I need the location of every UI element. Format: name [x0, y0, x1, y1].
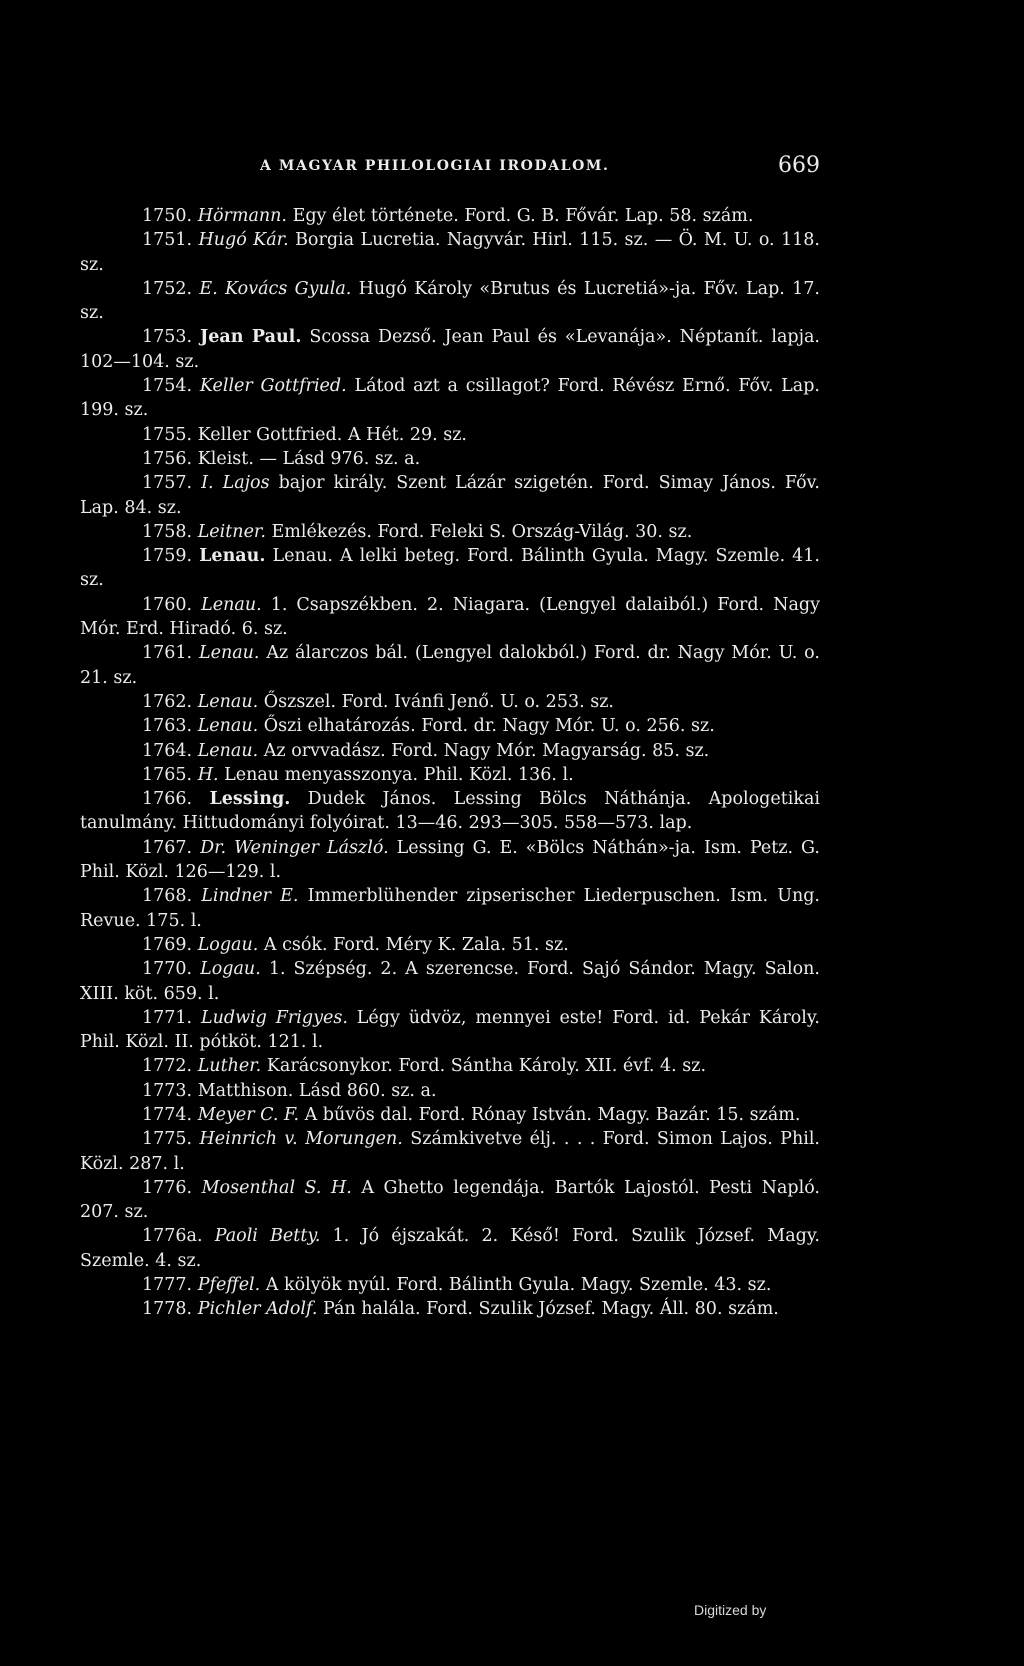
- bibliography-entry: [80, 933, 820, 957]
- entry-text: A csók. Ford. Méry K. Zala. 51. sz.: [263, 934, 569, 955]
- entry-number: 1758.: [142, 521, 193, 542]
- bibliography-entry: [80, 277, 820, 326]
- entry-text: — Lásd 976. sz. a.: [259, 448, 421, 469]
- entry-author: Ludwig Frigyes.: [201, 1007, 348, 1028]
- entry-author: Lenau.: [197, 716, 259, 737]
- entry-text: Scossa Dezső. Jean Paul és «Levanája». Néptanít. lapja. 102—104. sz.: [80, 327, 820, 372]
- bibliography-entry: [80, 520, 820, 544]
- entry-number: 1763.: [142, 716, 193, 737]
- entry-text: Számkivetve élj. . . . Ford. Simon Lajos. Phil. Közl. 287. l.: [80, 1129, 820, 1174]
- bibliography-entry: [80, 1006, 820, 1055]
- bibliography-entry: [80, 544, 820, 593]
- bibliography-entry: [80, 1297, 820, 1321]
- bibliography-entry: [80, 739, 820, 763]
- entry-number: 1775.: [142, 1129, 193, 1150]
- entry-text: Emlékezés. Ford. Feleki S. Ország-Világ. 30. sz.: [271, 521, 693, 542]
- entry-author: Pfeffel.: [197, 1275, 261, 1296]
- entry-number: 1773.: [142, 1080, 193, 1101]
- entry-author: Mosenthal S. H.: [201, 1177, 352, 1198]
- entry-author: E. Kovács Gyula.: [199, 278, 352, 299]
- entry-text: A Ghetto legendája. Bartók Lajostól. Pesti Napló. 207. sz.: [80, 1177, 820, 1223]
- entry-number: 1755.: [142, 424, 193, 445]
- entry-number: 1770.: [142, 959, 193, 980]
- bibliography-entry: [80, 228, 820, 277]
- entry-text: 1. Jó éjszakát. 2. Késő! Ford. Szulik József. Magy. Szemle. 4. sz.: [80, 1226, 820, 1271]
- bibliography-entry: [80, 1273, 820, 1297]
- entry-text: Lásd 860. sz. a.: [298, 1080, 437, 1101]
- entry-text: Pán halála. Ford. Szulik József. Magy. Áll. 80. szám.: [322, 1299, 779, 1320]
- entry-number: 1778.: [142, 1299, 193, 1320]
- bibliography-entry: [80, 1176, 820, 1225]
- entry-number: 1776.: [142, 1177, 193, 1198]
- bibliography-entry: [80, 1224, 820, 1273]
- entry-text: Az álarczos bál. (Lengyel dalokból.) Ford. dr. Nagy Mór. U. o. 21. sz.: [80, 643, 820, 688]
- entry-author: Hugó Kár.: [198, 230, 289, 251]
- bibliography-entry: [80, 593, 820, 642]
- entry-number: 1761.: [142, 643, 193, 664]
- entry-text: Az orvvadász. Ford. Nagy Mór. Magyarság. 85. sz.: [263, 740, 710, 761]
- bibliography-entry: [80, 447, 820, 471]
- entry-number: 1769.: [142, 934, 193, 955]
- page-number: 669: [778, 153, 820, 178]
- entry-author: Kleist.: [197, 448, 254, 469]
- entry-number: 1754.: [142, 376, 193, 397]
- entry-author: Meyer C. F.: [197, 1104, 300, 1125]
- entry-author: Logau.: [200, 959, 261, 980]
- entry-author: Logau.: [197, 934, 259, 955]
- entry-text: Lessing G. E. «Bölcs Náthán»-ja. Ism. Petz. G. Phil. Közl. 126—129. l.: [80, 837, 820, 883]
- digitized-by-watermark: Digitized by: [694, 1602, 767, 1618]
- entry-text: Immerblühender zipserischer Liederpuschen. Ism. Ung. Revue. 175. l.: [80, 886, 820, 931]
- entry-text: Hugó Károly «Brutus és Lucretiá»-ja. Főv. Lap. 17. sz.: [80, 278, 820, 324]
- bibliography-list: [80, 204, 820, 1322]
- entry-author: Leitner.: [197, 521, 266, 542]
- entry-number: 1753.: [142, 327, 193, 348]
- entry-text: A Hét. 29. sz.: [347, 424, 467, 445]
- entry-number: 1759.: [142, 546, 193, 567]
- bibliography-entry: [80, 204, 820, 228]
- entry-author: H.: [197, 764, 219, 785]
- bibliography-entry: [80, 1079, 820, 1103]
- entry-author: Lenau.: [197, 740, 259, 761]
- entry-number: 1757.: [142, 473, 193, 494]
- bibliography-entry: [80, 690, 820, 714]
- entry-number: 1771.: [142, 1007, 193, 1028]
- bibliography-entry: [80, 1103, 820, 1127]
- entry-text: Látod azt a csillagot? Ford. Révész Ernő. Főv. Lap. 199. sz.: [80, 376, 820, 421]
- entry-author: Keller Gottfried.: [199, 376, 347, 397]
- entry-text: Légy üdvöz, mennyei este! Ford. id. Pekár Károly. Phil. Közl. II. pótköt. 121. l.: [80, 1007, 820, 1053]
- entry-number: 1756.: [142, 448, 193, 469]
- bibliography-entry: [80, 763, 820, 787]
- entry-author: Lessing.: [209, 789, 291, 810]
- bibliography-entry: [80, 957, 820, 1006]
- entry-author: Lenau.: [201, 594, 262, 615]
- entry-text: A bűvös dal. Ford. Rónay István. Magy. Bazár. 15. szám.: [304, 1104, 801, 1125]
- bibliography-entry: [80, 1054, 820, 1078]
- bibliography-entry: [80, 423, 820, 447]
- entry-author: Pichler Adolf.: [197, 1299, 318, 1320]
- page-header: [80, 153, 820, 183]
- entry-author: Jean Paul.: [200, 327, 302, 348]
- entry-author: Heinrich v. Morungen.: [199, 1129, 403, 1150]
- bibliography-entry: [80, 374, 820, 423]
- entry-number: 1762.: [142, 691, 193, 712]
- entry-text: Karácsonykor. Ford. Sántha Károly. XII. évf. 4. sz.: [266, 1056, 707, 1077]
- entry-number: 1760.: [142, 594, 193, 615]
- entry-text: bajor király. Szent Lázár szigetén. Ford. Simay János. Főv. Lap. 84. sz.: [80, 473, 820, 518]
- entry-number: 1768.: [142, 886, 193, 907]
- entry-author: Paoli Betty.: [214, 1226, 321, 1247]
- bibliography-entry: [80, 325, 820, 374]
- entry-text: Őszi elhatározás. Ford. dr. Nagy Mór. U. o. 256. sz.: [263, 716, 715, 737]
- running-head: A MAGYAR PHILOLOGIAI IRODALOM.: [260, 158, 610, 174]
- entry-number: 1764.: [142, 740, 193, 761]
- entry-author: Luther.: [197, 1056, 262, 1077]
- entry-text: 1. Csapszékben. 2. Niagara. (Lengyel dalaiból.) Ford. Nagy Mór. Erd. Hiradó. 6. sz.: [80, 594, 820, 640]
- entry-author: Dr. Weninger László.: [200, 837, 389, 858]
- entry-number: 1776a.: [142, 1226, 203, 1247]
- entry-number: 1750.: [142, 206, 193, 226]
- entry-text: Egy élet története. Ford. G. B. Fővár. Lap. 58. szám.: [292, 206, 754, 226]
- entry-text: A kölyök nyúl. Ford. Bálinth Gyula. Magy. Szemle. 43. sz.: [265, 1275, 772, 1296]
- entry-author: Lenau.: [197, 691, 259, 712]
- entry-author: Matthison.: [197, 1080, 294, 1101]
- entry-author: Lindner E.: [201, 886, 299, 907]
- entry-number: 1752.: [142, 278, 193, 299]
- entry-author: I. Lajos: [201, 473, 270, 494]
- bibliography-entry: [80, 884, 820, 933]
- entry-text: Őszszel. Ford. Ivánfi Jenő. U. o. 253. sz.: [263, 691, 614, 712]
- entry-number: 1765.: [142, 764, 193, 785]
- entry-author: Lenau.: [199, 546, 266, 567]
- entry-number: 1774.: [142, 1104, 193, 1125]
- entry-number: 1772.: [142, 1056, 193, 1077]
- bibliography-entry: [80, 1127, 820, 1176]
- entry-text: Borgia Lucretia. Nagyvár. Hirl. 115. sz. — Ö. M. U. o. 118. sz.: [80, 230, 820, 275]
- entry-author: Hörmann.: [197, 206, 287, 226]
- entry-text: Dudek János. Lessing Bölcs Náthánja. Apologetikai tanulmány. Hittudományi folyóirat. 13—46. 293—305. 558—573. lap.: [80, 789, 820, 834]
- entry-text: 1. Szépség. 2. A szerencse. Ford. Sajó Sándor. Magy. Salon. XIII. köt. 659. l.: [80, 959, 820, 1004]
- bibliography-entry: [80, 471, 820, 520]
- entry-author: Lenau.: [198, 643, 260, 664]
- entry-number: 1751.: [142, 230, 193, 251]
- entry-number: 1766.: [142, 789, 193, 810]
- bibliography-entry: [80, 836, 820, 885]
- entry-text: Lenau menyasszonya. Phil. Közl. 136. l.: [224, 764, 574, 785]
- entry-text: Lenau. A lelki beteg. Ford. Bálinth Gyula. Magy. Szemle. 41. sz.: [80, 546, 820, 591]
- bibliography-entry: [80, 641, 820, 690]
- bibliography-entry: [80, 787, 820, 836]
- entry-author: Keller Gottfried.: [197, 424, 343, 445]
- entry-number: 1767.: [142, 837, 193, 858]
- bibliography-entry: [80, 714, 820, 738]
- entry-number: 1777.: [142, 1275, 193, 1296]
